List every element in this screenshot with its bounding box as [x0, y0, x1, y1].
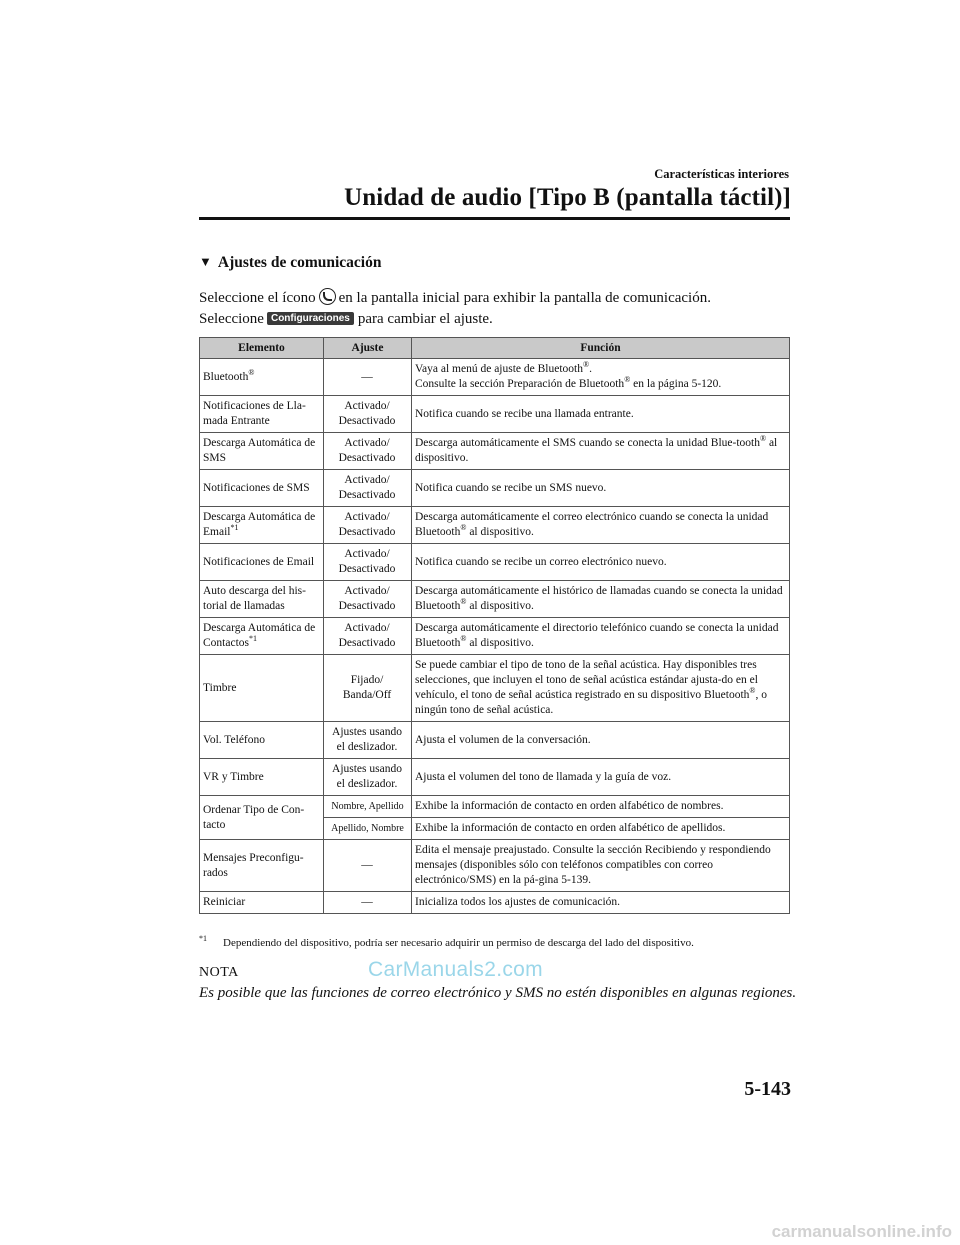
cell-function: Descarga automáticamente el directorio telefónico cuando se conecta la unidad Bluetooth® al dispositivo. [412, 618, 790, 655]
cell-setting: Activado/ Desactivado [324, 507, 412, 544]
cell-item: Ordenar Tipo de Con-tacto [200, 796, 324, 840]
chapter-title: Características interiores [654, 167, 789, 181]
table-row [200, 359, 790, 396]
cell-setting: Activado/ Desactivado [324, 470, 412, 507]
cell-item: Notificaciones de Email [200, 544, 324, 581]
cell-item: Descarga Automática de SMS [200, 433, 324, 470]
table-row [200, 655, 790, 722]
online-watermark: carmanualsonline.info [771, 1222, 952, 1241]
section-heading [199, 254, 381, 272]
cell-item: Auto descarga del his-torial de llamadas [200, 581, 324, 618]
footnote-mark: *1 [199, 934, 207, 944]
cell-setting: Ajustes usando el deslizador. [324, 722, 412, 759]
cell-function: Ajusta el volumen de la conversación. [412, 722, 790, 759]
table-row [200, 433, 790, 470]
cell-item: Reiniciar [200, 892, 324, 914]
cell-function: Ajusta el volumen del tono de llamada y la guía de voz. [412, 759, 790, 796]
intro-line-2 [199, 311, 493, 328]
cell-setting: Activado/ Desactivado [324, 433, 412, 470]
cell-function: Vaya al menú de ajuste de Bluetooth®. Consulte la sección Preparación de Bluetooth® en la página 5-120. [412, 359, 790, 396]
nota-heading: NOTA [199, 965, 239, 980]
cell-setting: Ajustes usando el deslizador. [324, 759, 412, 796]
intro1-before: Seleccione el ícono [199, 290, 316, 306]
intro2-before: Seleccione [199, 311, 264, 327]
cell-setting: Fijado/ Banda/Off [324, 655, 412, 722]
cell-function: Descarga automáticamente el correo electrónico cuando se conecta la unidad Bluetooth® al dispositivo. [412, 507, 790, 544]
table-row [200, 796, 790, 818]
page-number: 5-143 [744, 1078, 791, 1100]
cell-item: VR y Timbre [200, 759, 324, 796]
cell-function: Descarga automáticamente el histórico de llamadas cuando se conecta la unidad Bluetooth® al dispositivo. [412, 581, 790, 618]
cell-function: Exhibe la información de contacto en orden alfabético de nombres. [412, 796, 790, 818]
intro2-after: para cambiar el ajuste. [357, 311, 493, 327]
cell-item: Mensajes Preconfigu-rados [200, 840, 324, 892]
cell-function: Se puede cambiar el tipo de tono de la señal acústica. Hay disponibles tres selecciones, que incluyen el tono de señal acústica estándar ajusta-do en el vehículo, el tono de señal acústica registrado en su dispositivo Bluetooth®, o ningún tono de señal acústica. [412, 655, 790, 722]
page-title: Unidad de audio [Tipo B (pantalla táctil)] [344, 184, 791, 211]
communication-settings-table [199, 337, 790, 914]
table-row [200, 470, 790, 507]
cell-function: Edita el mensaje preajustado. Consulte la sección Recibiendo y respondiendo mensajes (disponibles sólo con teléfonos compatibles con correo electrónico/SMS) en la pá-gina 5-139. [412, 840, 790, 892]
footnote-text: Dependiendo del dispositivo, podría ser necesario adquirir un permiso de descarga del lado del dispositivo. [223, 937, 694, 949]
cell-setting: — [324, 892, 412, 914]
cell-item: Notificaciones de SMS [200, 470, 324, 507]
cell-item: Descarga Automática de Email$^{*1}$ [200, 507, 324, 544]
table-row [200, 892, 790, 914]
cell-item: Timbre [200, 655, 324, 722]
table-row [200, 840, 790, 892]
table-row [200, 581, 790, 618]
cell-item: Bluetooth® [200, 359, 324, 396]
cell-function: Descarga automáticamente el SMS cuando se conecta la unidad Blue-tooth® al dispositivo. [412, 433, 790, 470]
cell-function: Inicializa todos los ajustes de comunicación. [412, 892, 790, 914]
header-ajuste: Ajuste [324, 338, 412, 359]
table-row [200, 507, 790, 544]
cell-setting: — [324, 359, 412, 396]
table-row [200, 759, 790, 796]
header-elemento: Elemento [200, 338, 324, 359]
phone-icon [319, 288, 336, 305]
cell-function: Exhibe la información de contacto en orden alfabético de apellidos. [412, 818, 790, 840]
cell-item: Vol. Teléfono [200, 722, 324, 759]
cell-setting: Nombre, Apellido [324, 796, 412, 818]
cell-function: Notifica cuando se recibe una llamada entrante. [412, 396, 790, 433]
intro1-after: en la pantalla inicial para exhibir la pantalla de comunicación. [338, 290, 711, 306]
header-funcion: Función [412, 338, 790, 359]
section-title: Ajustes de comunicación [217, 254, 382, 271]
triangle-bullet-icon: ▼ [199, 254, 212, 269]
cell-function: Notifica cuando se recibe un correo electrónico nuevo. [412, 544, 790, 581]
footnote [199, 934, 694, 949]
table-row [200, 396, 790, 433]
configuraciones-button-icon: Configuraciones [267, 312, 354, 325]
intro-line-1 [199, 288, 711, 307]
table-header-row [200, 338, 790, 359]
cell-setting: Apellido, Nombre [324, 818, 412, 840]
cell-setting: Activado/ Desactivado [324, 581, 412, 618]
carmanuals-watermark: CarManuals2.com [368, 958, 543, 981]
cell-setting: Activado/ Desactivado [324, 618, 412, 655]
cell-setting: Activado/ Desactivado [324, 544, 412, 581]
table-row [200, 544, 790, 581]
table-row [200, 618, 790, 655]
cell-function: Notifica cuando se recibe un SMS nuevo. [412, 470, 790, 507]
cell-setting: Activado/ Desactivado [324, 396, 412, 433]
table-row [200, 722, 790, 759]
cell-item: Notificaciones de Lla-mada Entrante [200, 396, 324, 433]
cell-item: Descarga Automática de Contactos$^{*1}$ [200, 618, 324, 655]
cell-setting: — [324, 840, 412, 892]
nota-text: Es posible que las funciones de correo electrónico y SMS no estén disponibles en algunas regiones. [199, 985, 797, 1001]
title-rule [199, 217, 790, 220]
